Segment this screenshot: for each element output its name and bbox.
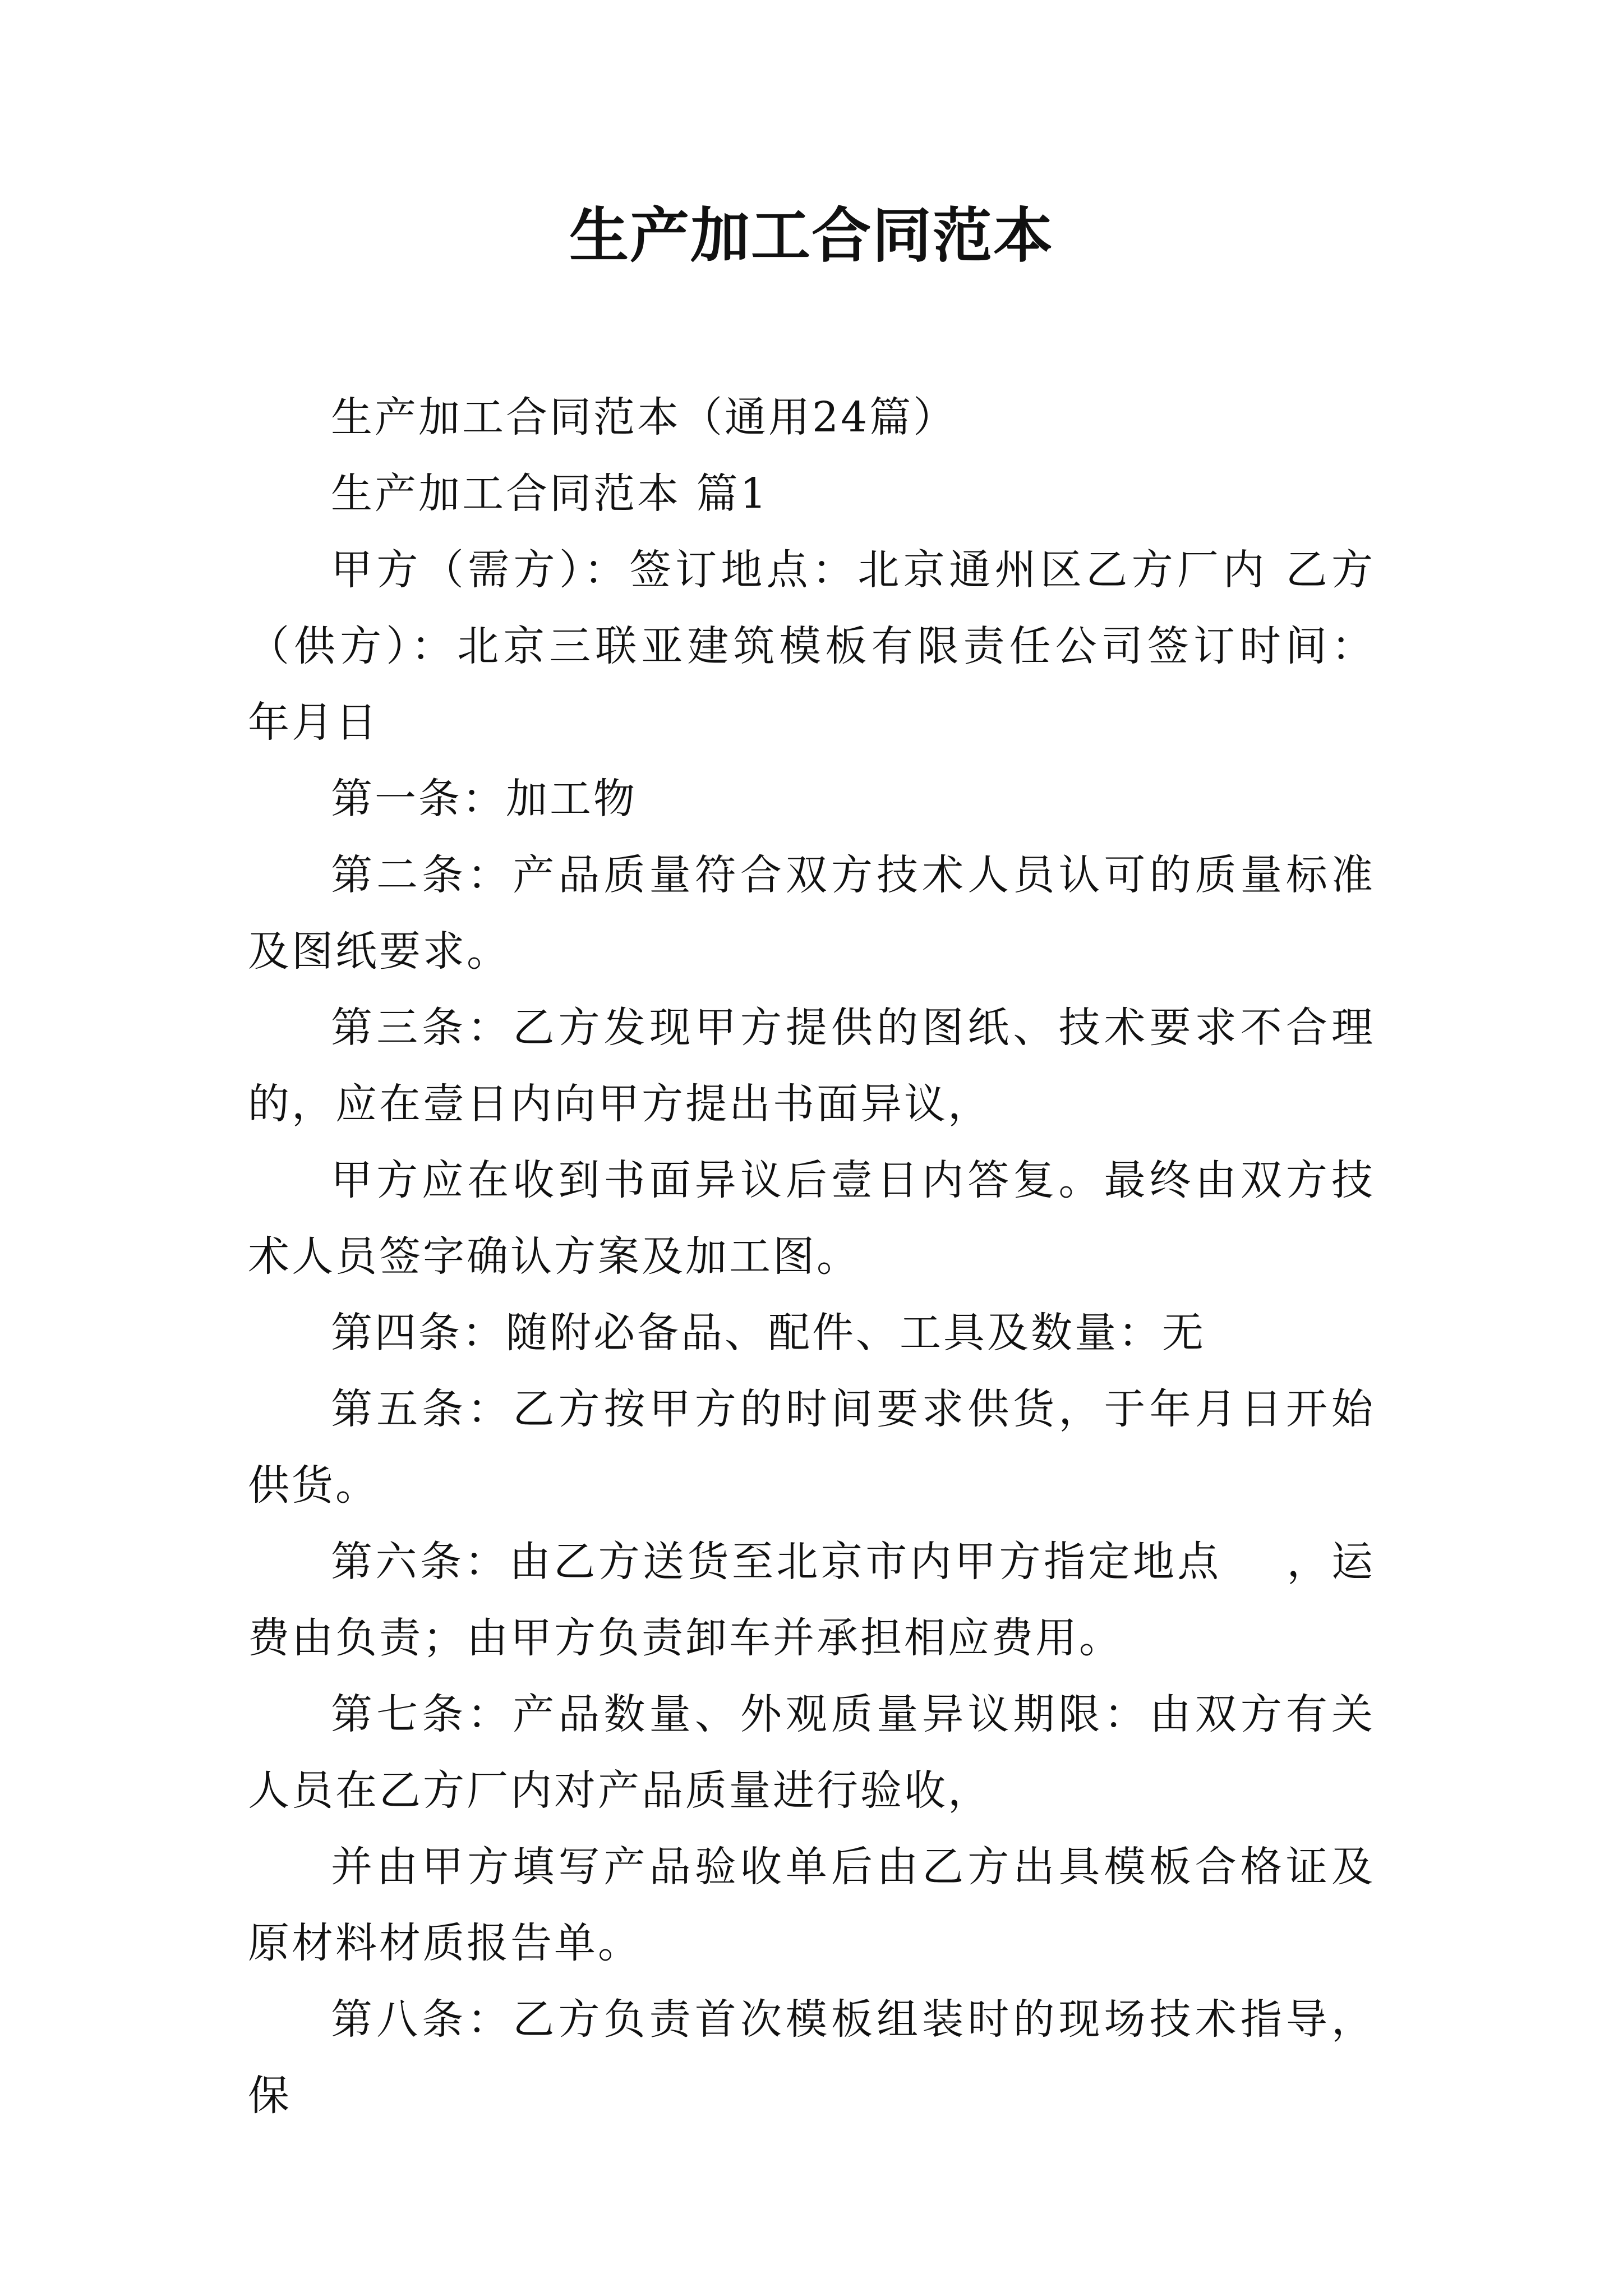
paragraph-section-heading: 生产加工合同范本 篇1	[331, 470, 769, 518]
paragraph-article-5: 第五条：乙方按甲方的时间要求供货，于年月日开始供货。	[248, 1385, 1375, 1510]
paragraph-parties: 甲方（需方）：签订地点：北京通州区乙方厂内 乙方（供方）：北京三联亚建筑模板有限责任公司签订时间： 年月日	[248, 546, 1407, 747]
paragraph-article-4: 第四条：随附必备品、配件、工具及数量：无	[331, 1309, 1206, 1357]
paragraph-article-6: 第六条：由乙方送货至北京市内甲方指定地点 ，运费由负责；由甲方负责卸车并承担相应费用。	[248, 1538, 1375, 1662]
paragraph-article-3-continued: 甲方应在收到书面异议后壹日内答复。最终由双方技术人员签字确认方案及加工图。	[248, 1156, 1375, 1281]
paragraph-article-7-continued: 并由甲方填写产品验收单后由乙方出具模板合格证及原材料材质报告单。	[248, 1843, 1375, 1967]
paragraph-article-1: 第一条：加工物	[331, 775, 637, 823]
document-body	[248, 379, 1407, 2134]
paragraph-article-2: 第二条：产品质量符合双方技术人员认可的质量标准及图纸要求。	[248, 851, 1375, 976]
paragraph-article-3: 第三条：乙方发现甲方提供的图纸、技术要求不合理的，应在壹日内向甲方提出书面异议，	[248, 1004, 1375, 1128]
paragraph-collection-title: 生产加工合同范本（通用24篇）	[331, 393, 957, 441]
paragraph-article-8: 第八条：乙方负责首次模板组装时的现场技术指导，保	[248, 1995, 1375, 2120]
paragraph-article-7: 第七条：产品数量、外观质量异议期限：由双方有关人员在乙方厂内对产品质量进行验收，	[248, 1690, 1375, 1815]
document-title: 生产加工合同范本	[569, 200, 1054, 270]
